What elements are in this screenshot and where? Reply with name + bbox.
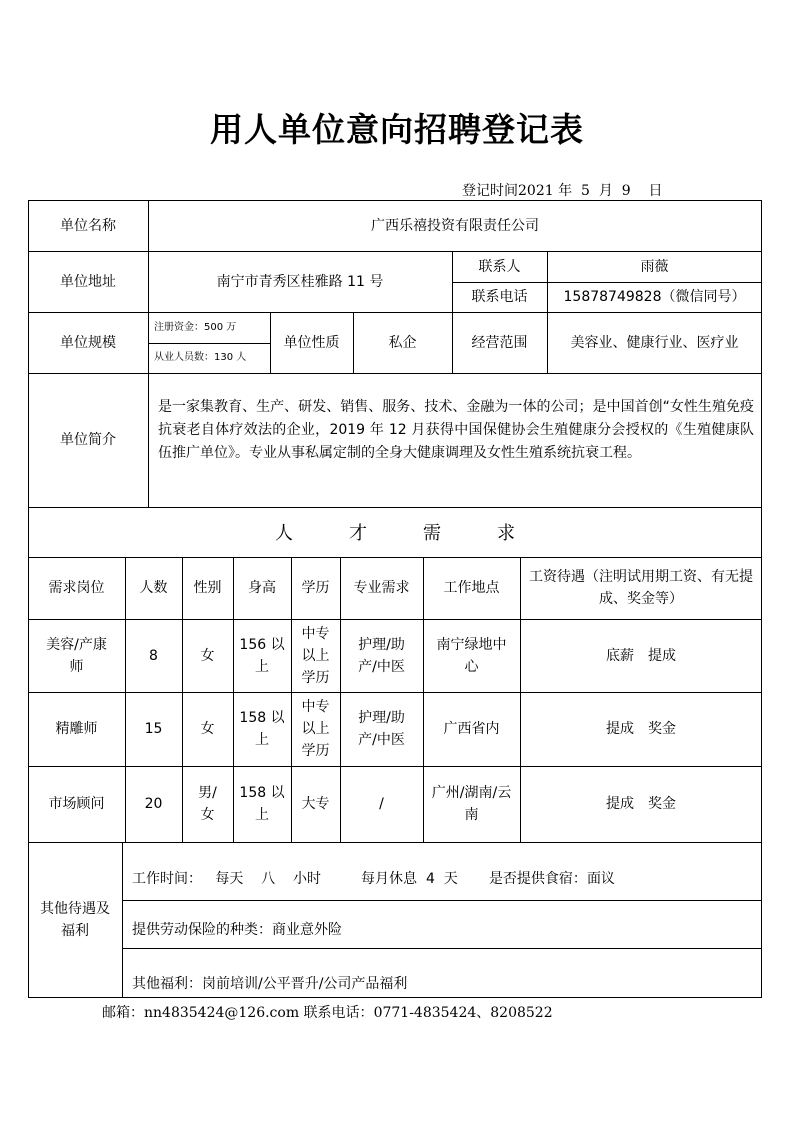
heading-char: 需: [423, 523, 441, 544]
row-3-count: 20: [144, 796, 163, 812]
row-3-location: 广州/湖南/云南: [431, 785, 512, 823]
grid-line: [28, 842, 762, 843]
email-label: 邮箱：: [102, 1005, 144, 1021]
grid-line: [122, 900, 762, 901]
reg-day-unit: 日: [648, 183, 663, 199]
registration-date: [462, 180, 662, 200]
email-address: nn4835424@126.com: [144, 1005, 300, 1021]
contact-name: 雨薇: [640, 258, 669, 275]
contact-phone: 15878749828（微信同号）: [563, 289, 746, 305]
row-1-gender: 女: [200, 647, 215, 664]
work-time-label: 工作时间：: [132, 871, 202, 887]
row-3-salary: 提成 奖金: [606, 796, 676, 812]
grid-line: [122, 948, 762, 949]
meals-label: 是否提供食宿：: [488, 871, 587, 887]
insurance-value: 商业意外险: [272, 922, 342, 938]
footer-phone: 0771-4835424、8208522: [373, 1005, 553, 1021]
meals-value: 面议: [586, 871, 615, 887]
work-hours-unit: 小时: [292, 871, 321, 887]
reg-date-label: 登记时间: [462, 183, 518, 199]
row-2-gender: 女: [200, 721, 215, 737]
company-name: 广西乐禧投资有限责任公司: [371, 217, 539, 234]
row-3-height: 158 以上: [239, 785, 285, 823]
rest-days-unit: 天: [443, 871, 458, 887]
row-3-major: /: [379, 796, 384, 812]
col-header-education: 学历: [301, 580, 330, 596]
row-2-post: 精雕师: [55, 721, 98, 737]
footer-phone-label: 联系电话：: [303, 1005, 374, 1021]
row-3-gender: 男/女: [198, 785, 217, 823]
scale-label: 单位规模: [60, 334, 116, 351]
heading-char: 才: [349, 523, 367, 544]
row-3-post: 市场顾问: [48, 796, 105, 812]
scope-label: 经营范围: [471, 334, 528, 351]
benefits-label: 其他待遇及福利: [40, 901, 110, 939]
col-header-count: 人数: [139, 580, 168, 596]
row-2-education: 中专以上学历: [301, 699, 330, 759]
row-2-location: 广西省内: [443, 721, 500, 737]
nature-label: 单位性质: [283, 334, 340, 351]
heading-char: 人: [275, 523, 293, 544]
row-2-major: 护理/助产/中医: [358, 710, 405, 748]
row-2-height: 158 以上: [239, 710, 285, 748]
company-name-label: 单位名称: [60, 217, 116, 234]
contact-label: 联系人: [478, 258, 521, 275]
registered-capital: 注册资金：500 万: [154, 321, 237, 333]
row-1-count: 8: [149, 647, 158, 664]
company-intro: 是一家集教育、生产、研发、销售、服务、技术、金融为一体的公司；是中国首创“女性生殖免疫抗衰老自体疗效法的企业，2019 年 12 月获得中国保健协会生殖健康分会授权的《生殖健康队伍推广单位》。专业从事私属定制的全身大健康调理及女性生殖系统抗衰工程。: [158, 399, 754, 461]
col-header-salary: 工资待遇（注明试用期工资、有无提成、奖金等）: [529, 569, 753, 607]
talent-demand-heading: [28, 508, 762, 556]
row-1-post: 美容/产康师: [46, 636, 107, 675]
row-2-salary: 提成 奖金: [606, 721, 676, 737]
col-header-gender: 性别: [193, 580, 222, 596]
address-label: 单位地址: [60, 273, 116, 290]
work-time-per-day: 每天: [215, 871, 244, 887]
phone-label: 联系电话: [471, 289, 528, 305]
company-address: 南宁市青秀区桂雅路 11 号: [216, 273, 384, 290]
other-benefits-value: 岗前培训/公平晋升/公司产品福利: [202, 976, 408, 992]
intro-label: 单位简介: [60, 432, 116, 448]
business-scope: 美容业、健康行业、医疗业: [570, 334, 739, 351]
staff-count: 从业人员数：130 人: [154, 352, 247, 363]
page-title: 用人单位意向招聘登记表: [210, 110, 584, 149]
rest-days: 4: [425, 871, 435, 887]
other-benefits-line: [132, 973, 407, 993]
reg-day: 9: [621, 183, 631, 199]
row-2-count: 15: [144, 721, 163, 737]
row-1-salary: 底薪 提成: [606, 647, 676, 664]
footer-contact: [102, 1002, 553, 1022]
row-3-education: 大专: [301, 796, 330, 812]
col-header-post: 需求岗位: [48, 580, 105, 596]
col-header-location: 工作地点: [443, 580, 500, 596]
row-1-major: 护理/助产/中医: [358, 636, 405, 675]
reg-year: 2021: [518, 183, 554, 199]
row-1-education: 中专以上学历: [301, 625, 330, 686]
row-1-height: 156 以上: [239, 636, 285, 675]
other-benefits-label: 其他福利：: [132, 976, 202, 992]
reg-year-unit: 年: [558, 183, 573, 199]
row-1-location: 南宁绿地中心: [436, 636, 507, 675]
col-header-major: 专业需求: [353, 580, 410, 596]
work-time-line: [132, 868, 615, 888]
rest-label: 每月休息: [361, 871, 418, 887]
company-nature: 私企: [388, 334, 417, 351]
insurance-label: 提供劳动保险的种类：: [132, 922, 272, 938]
work-hours: 八: [261, 871, 276, 887]
reg-month-unit: 月: [598, 183, 613, 199]
insurance-line: [132, 919, 342, 939]
grid-line: [122, 842, 123, 998]
heading-char: 求: [497, 523, 515, 544]
col-header-height: 身高: [248, 580, 276, 596]
reg-month: 5: [581, 183, 590, 199]
